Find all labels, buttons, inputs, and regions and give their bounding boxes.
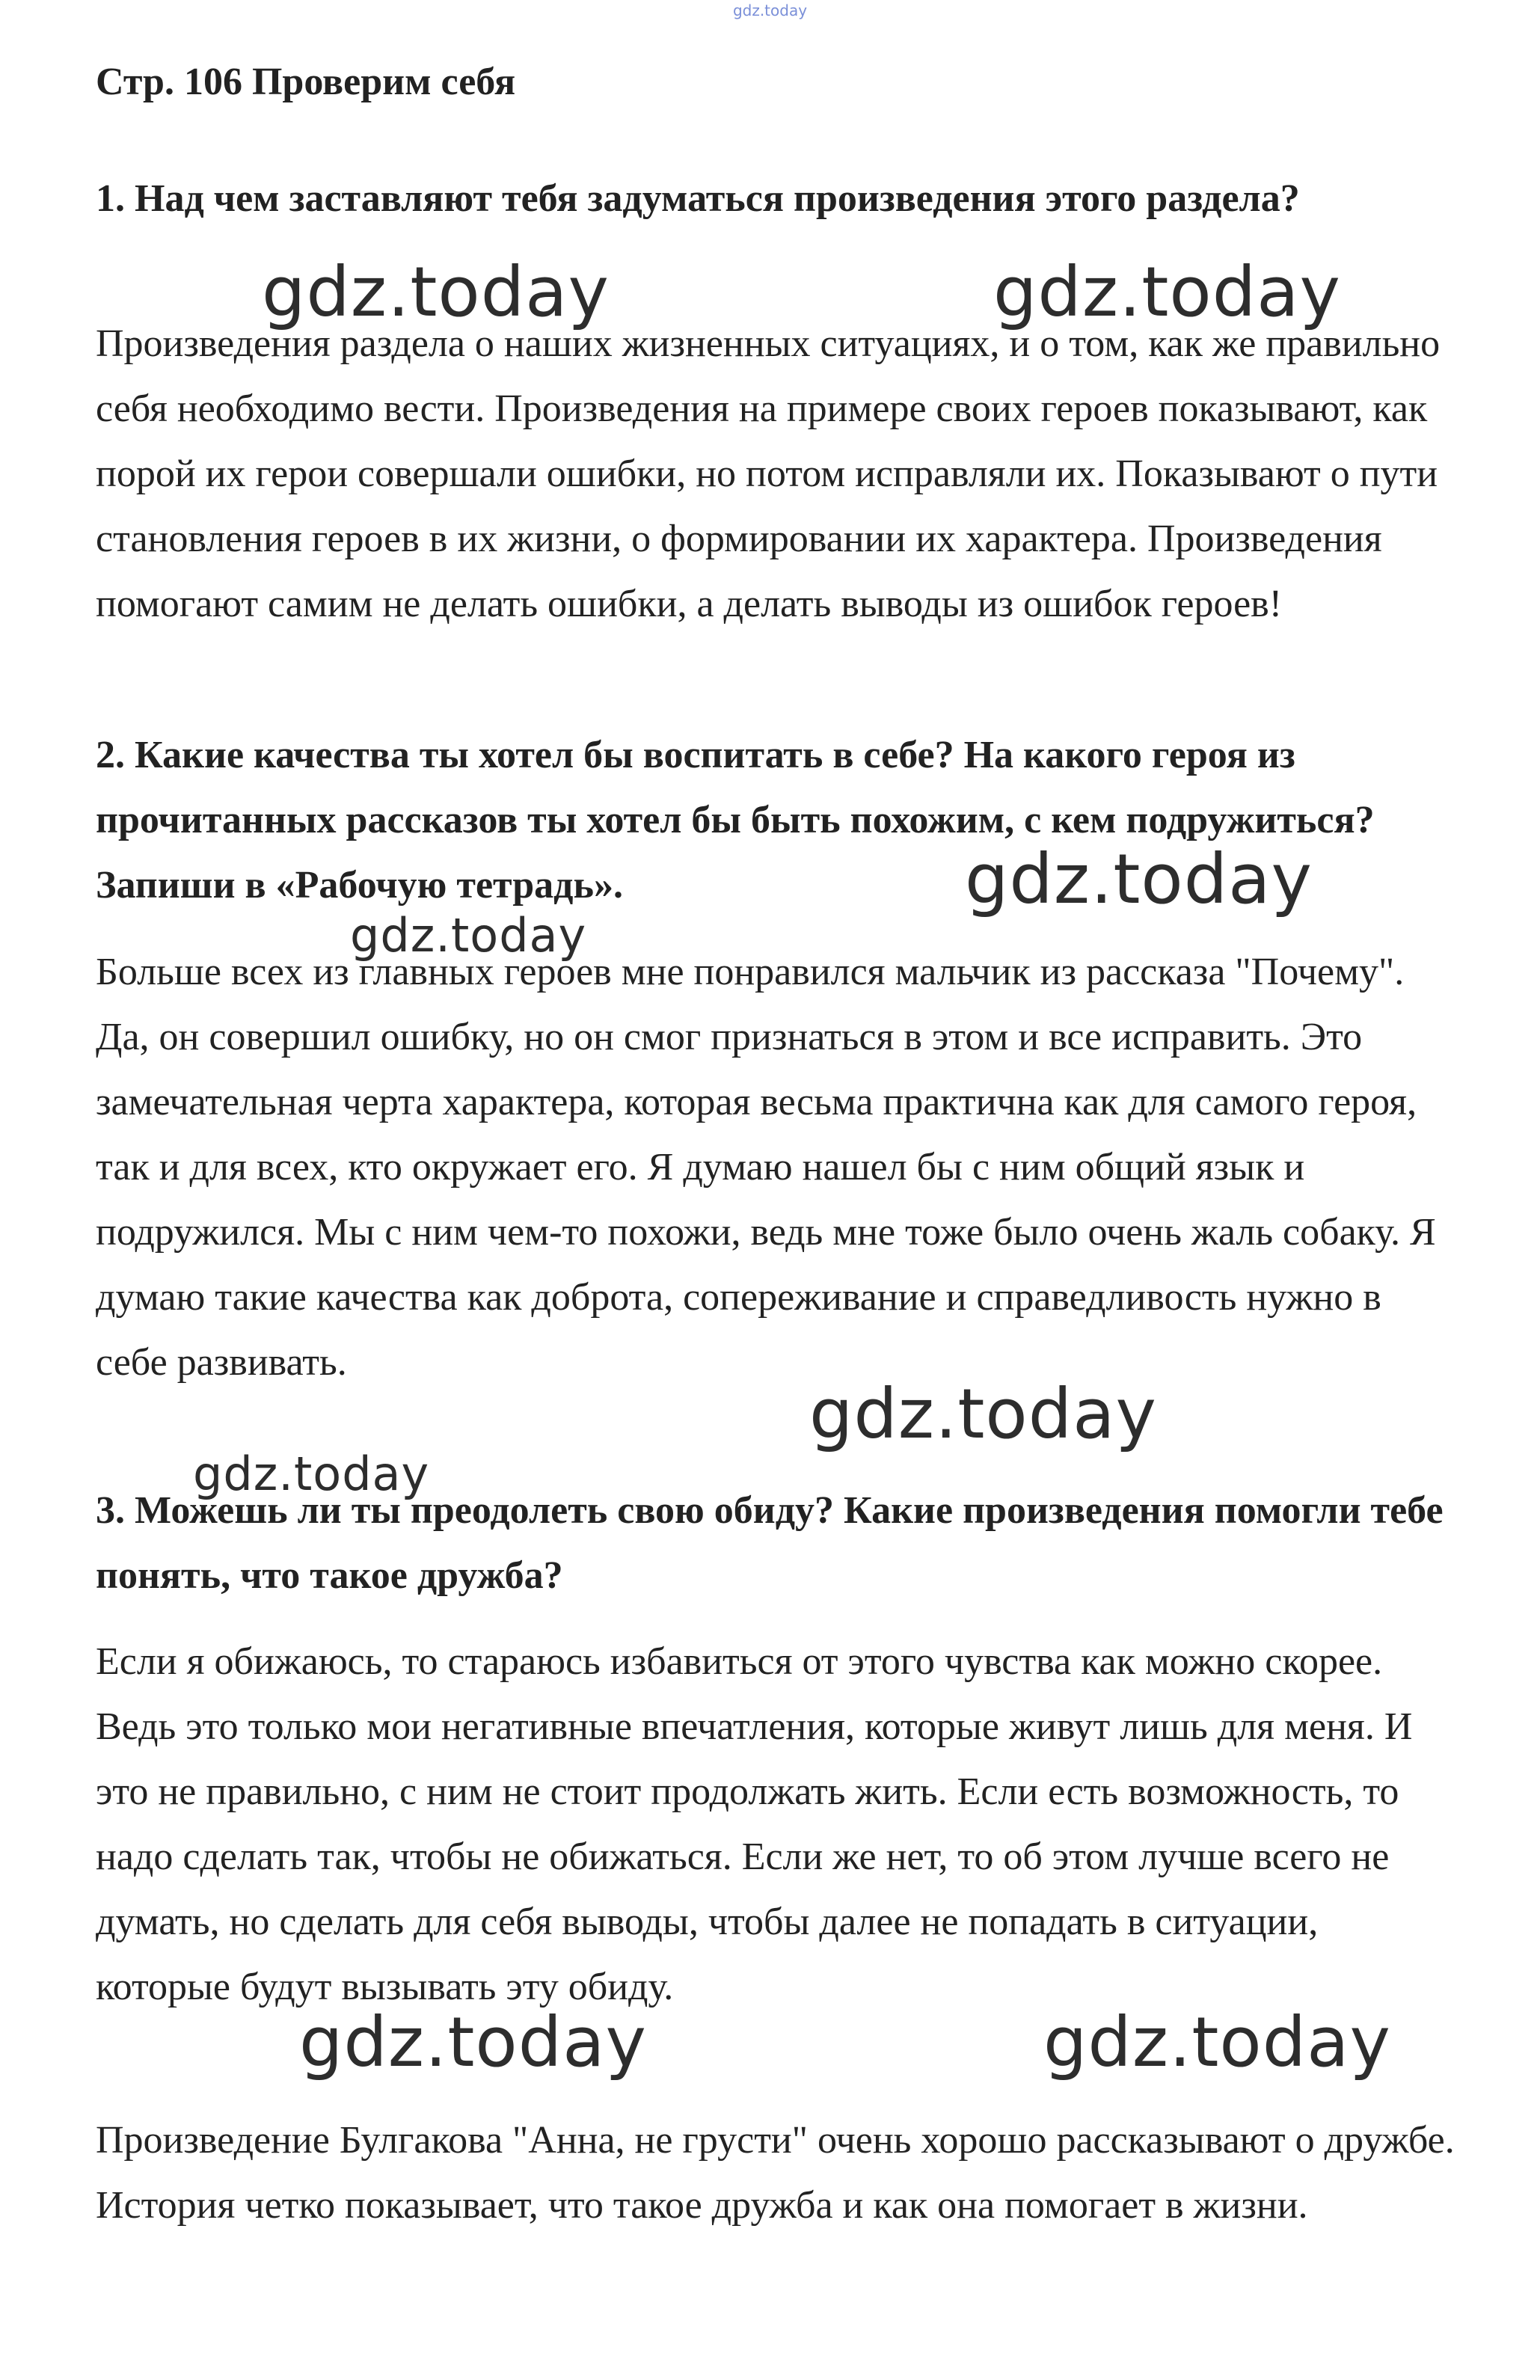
- question-3: 3. Можешь ли ты преодолеть свою обиду? Какие произведения помогли тебе понять, что такое дружба?: [96, 1489, 1444, 1597]
- answer-1: Произведения раздела о наших жизненных ситуациях, и о том, как же правильно себя необходимо вести. Произведения на примере своих героев показывают, как порой их герои совершали ошибки, но потом исправляли их. Показывают о пути становления героев в их жизни, о формировании их характера. Произведения помогают самим не делать ошибки, а делать выводы из ошибок героев!: [96, 322, 1441, 625]
- answer-3-paragraph-1: Если я обижаюсь, то стараюсь избавиться от этого чувства как можно скорее. Ведь это только мои негативные впечатления, которые живут лишь для меня. И это не правильно, с ним не стоит продолжать жить. Если есть возможность, то надо сделать так, чтобы не обижаться. Если же нет, то об этом лучше всего не думать, но сделать для себя выводы, чтобы далее не попадать в ситуации, которые будут вызывать эту обиду.: [96, 1640, 1413, 2008]
- watermark: gdz.today: [262, 252, 610, 332]
- watermark: gdz.today: [193, 1447, 430, 1501]
- watermark: gdz.today: [1043, 2002, 1391, 2082]
- watermark: gdz.today: [299, 2002, 647, 2082]
- question-2: 2. Какие качества ты хотел бы воспитать в себе? На какого героя из прочитанных рассказов ты хотел бы быть похожим, с кем подружиться? Запиши в «Рабочую тетрадь».: [96, 734, 1375, 907]
- question-1: 1. Над чем заставляют тебя задуматься произведения этого раздела?: [96, 177, 1300, 220]
- answer-3-paragraph-2: Произведение Булгакова "Анна, не грусти" очень хорошо рассказывают о дружбе. История четко показывает, что такое дружба и как она помогает в жизни.: [96, 2119, 1455, 2227]
- page-title: Стр. 106 Проверим себя: [96, 61, 516, 103]
- watermark: gdz.today: [993, 252, 1341, 332]
- watermark: gdz.today: [350, 908, 587, 963]
- site-mark: gdz.today: [732, 1, 808, 19]
- watermark: gdz.today: [809, 1374, 1157, 1454]
- answer-2: Больше всех из главных героев мне понравился мальчик из рассказа "Почему". Да, он совершил ошибку, но он смог признаться в этом и все исправить. Это замечательная черта характера, которая весьма практична как для самого героя, так и для всех, кто окружает его. Я думаю нашел бы с ним общий язык и подружился. Мы с ним чем-то похожи, ведь мне тоже было очень жаль собаку. Я думаю такие качества как доброта, сопереживание и справедливость нужно в себе развивать.: [96, 951, 1436, 1384]
- watermark: gdz.today: [965, 839, 1313, 919]
